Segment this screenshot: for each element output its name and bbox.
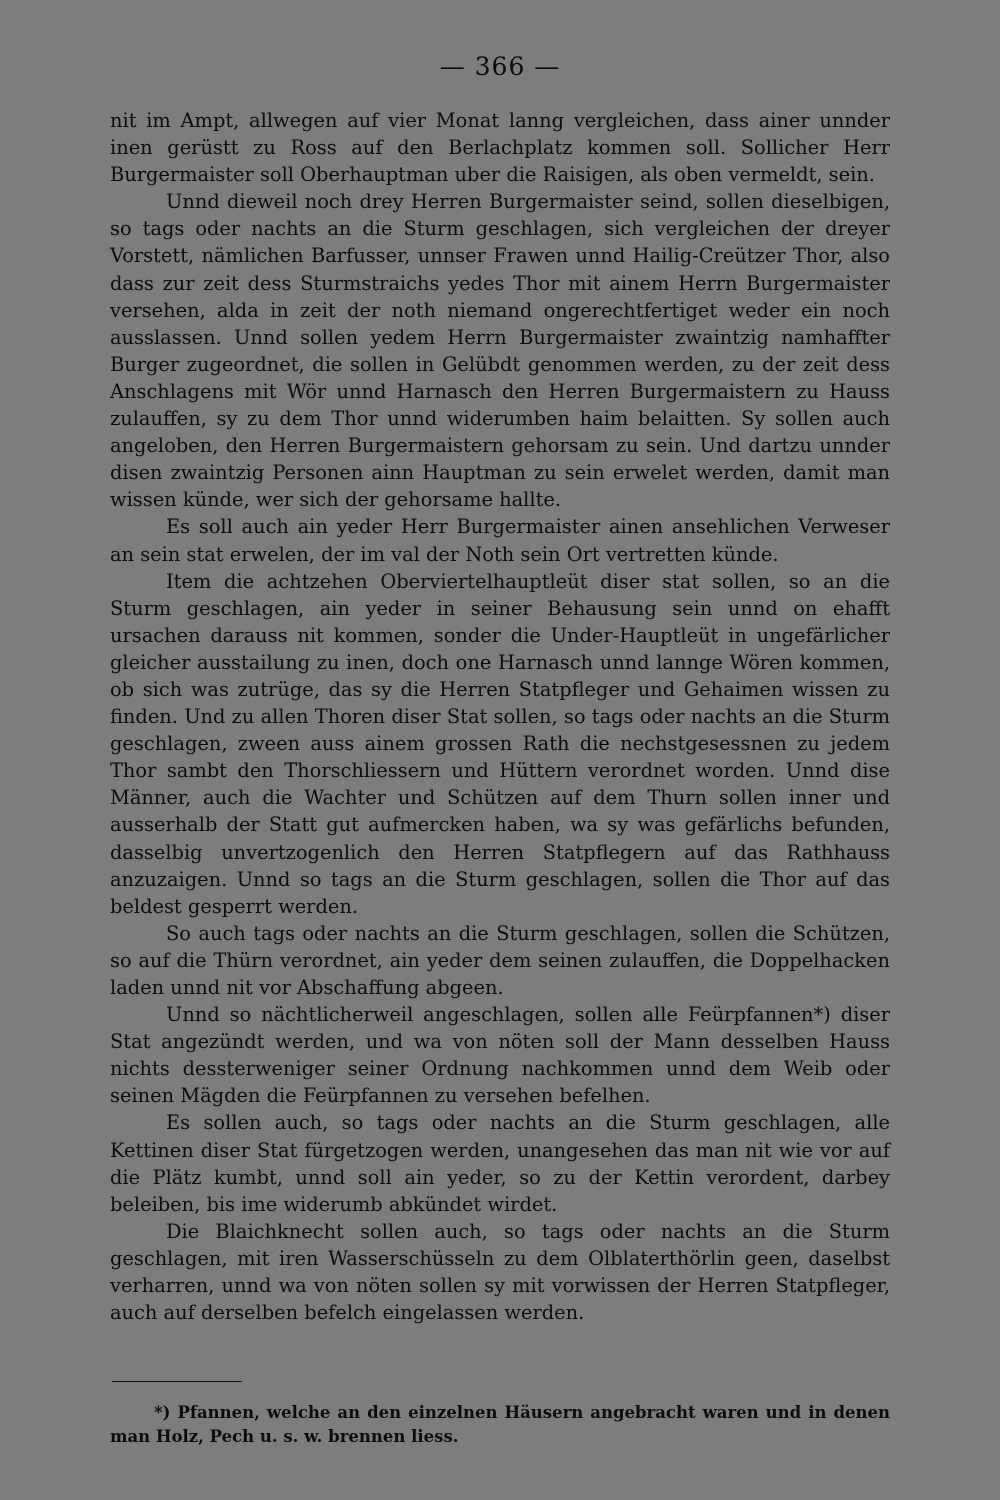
page-number: — 366 — [439,52,561,81]
paragraph: Unnd dieweil noch drey Herren Burgermaister seind, sollen dieselbigen, so tags oder nachts an die Sturm geschlagen, sich vergleichen der dreyer Vorstett, nämlichen Barfusser, unnser Frawen unnd Hailig-Creützer Thor, also dass zur zeit dess Sturmstraichs yedes Thor mit ainem Herrn Burgermaister versehen, alda in zeit der noth niemand ongerechtfertiget weder ein noch ausslassen. Unnd sollen yedem Herrn Burgermaister zwaintzig namhaffter Burger zugeordnet, die sollen in Gelübdt genommen werden, zu der zeit dess Anschlagens mit Wör unnd Harnasch den Herren Burgermaistern zu Hauss zulauffen, sy zu dem Thor unnd widerumben haim belaitten. Sy sollen auch angeloben, den Herren Burgermaistern gehorsam zu sein. Und dartzu unnder disen zwaintzig Personen ainn Hauptman zu sein erwelet werden, damit man wissen künde, wer sich der gehorsame hallte. [110,190,890,512]
paragraph: So auch tags oder nachts an die Sturm geschlagen, sollen die Schützen, so auf die Thürn verordnet, ain yeder dem seinen zulauffen, die Doppelhacken laden unnd nit vor Abschaffung abgeen. [110,921,890,999]
paragraph: Die Blaichknecht sollen auch, so tags oder nachts an die Sturm geschlagen, mit iren Wasserschüsseln zu dem Olblaterthörlin geen, daselbst verharren, unnd wa von nöten sollen sy mit vorwissen der Herren Statpfleger, auch auf derselben befelch eingelassen werden. [110,1219,890,1325]
footnote-divider [112,1381,242,1382]
paragraph: Item die achtzehen Oberviertelhauptleüt diser stat sollen, so an die Sturm geschlagen, ain yeder in seiner Behausung sein unnd on ehafft ursachen darauss nit kommen, sonder die Under-Hauptleüt in ungefärlicher gleicher ausstailung zu inen, doch one Harnasch unnd lannge Wören kommen, ob sich was zutrüge, das sy die Herren Statpfleger und Gehaimen wissen zu finden. Und zu allen Thoren diser Stat sollen, so tags oder nachts an die Sturm geschlagen, zween auss ainem grossen Rath die nechstgesessnen zu jedem Thor sambt den Thorschliessern und Hüttern verordnet worden. Unnd dise Männer, auch die Wachter und Schützen auf dem Thurn sollen inner und ausserhalb der Statt gut aufmercken haben, wa sy was gefärlichs befunden, dasselbig unvertzogenlich den Herren Statpflegern auf das Rathhauss anzuzaigen. Unnd so tags an die Sturm geschlagen, sollen die Thor auf das beldest gesperrt werden. [110,569,890,918]
paragraph: Es soll auch ain yeder Herr Burgermaister ainen ansehlichen Verweser an sein stat erwelen, der im val der Noth sein Ort vertretten künde. [110,515,890,566]
paragraph: Unnd so nächtlicherweil angeschlagen, sollen alle Feürpfannen*) diser Stat angezündt werden, und wa von nöten soll der Mann desselben Hauss nichts dessterweniger seiner Ordnung nachkommen unnd dem Weib oder seinen Mägden die Feürpfannen zu versehen befelhen. [110,1003,890,1108]
paragraph: Es sollen auch, so tags oder nachts an die Sturm geschlagen, alle Kettinen diser Stat fürgetzogen werden, unangesehen das man nit wie vor auf die Plätz kumbt, unnd soll ain yeder, so zu der Kettin verordent, darbey beleiben, bis ime widerumb abkündet wirdet. [110,1111,890,1216]
footnote: *) Pfannen, welche an den einzelnen Häusern angebracht waren und in denen man Holz, Pech u. s. w. brennen liess. [110,1403,890,1446]
body-text [110,107,890,1326]
paragraph: nit im Ampt, allwegen auf vier Monat lanng vergleichen, dass ainer unnder inen gerüstt zu Ross auf den Berlachplatz kommen soll. Sollicher Herr Burgermaister soll Oberhauptman uber die Raisigen, als oben vermeldt, sein. [110,109,890,187]
